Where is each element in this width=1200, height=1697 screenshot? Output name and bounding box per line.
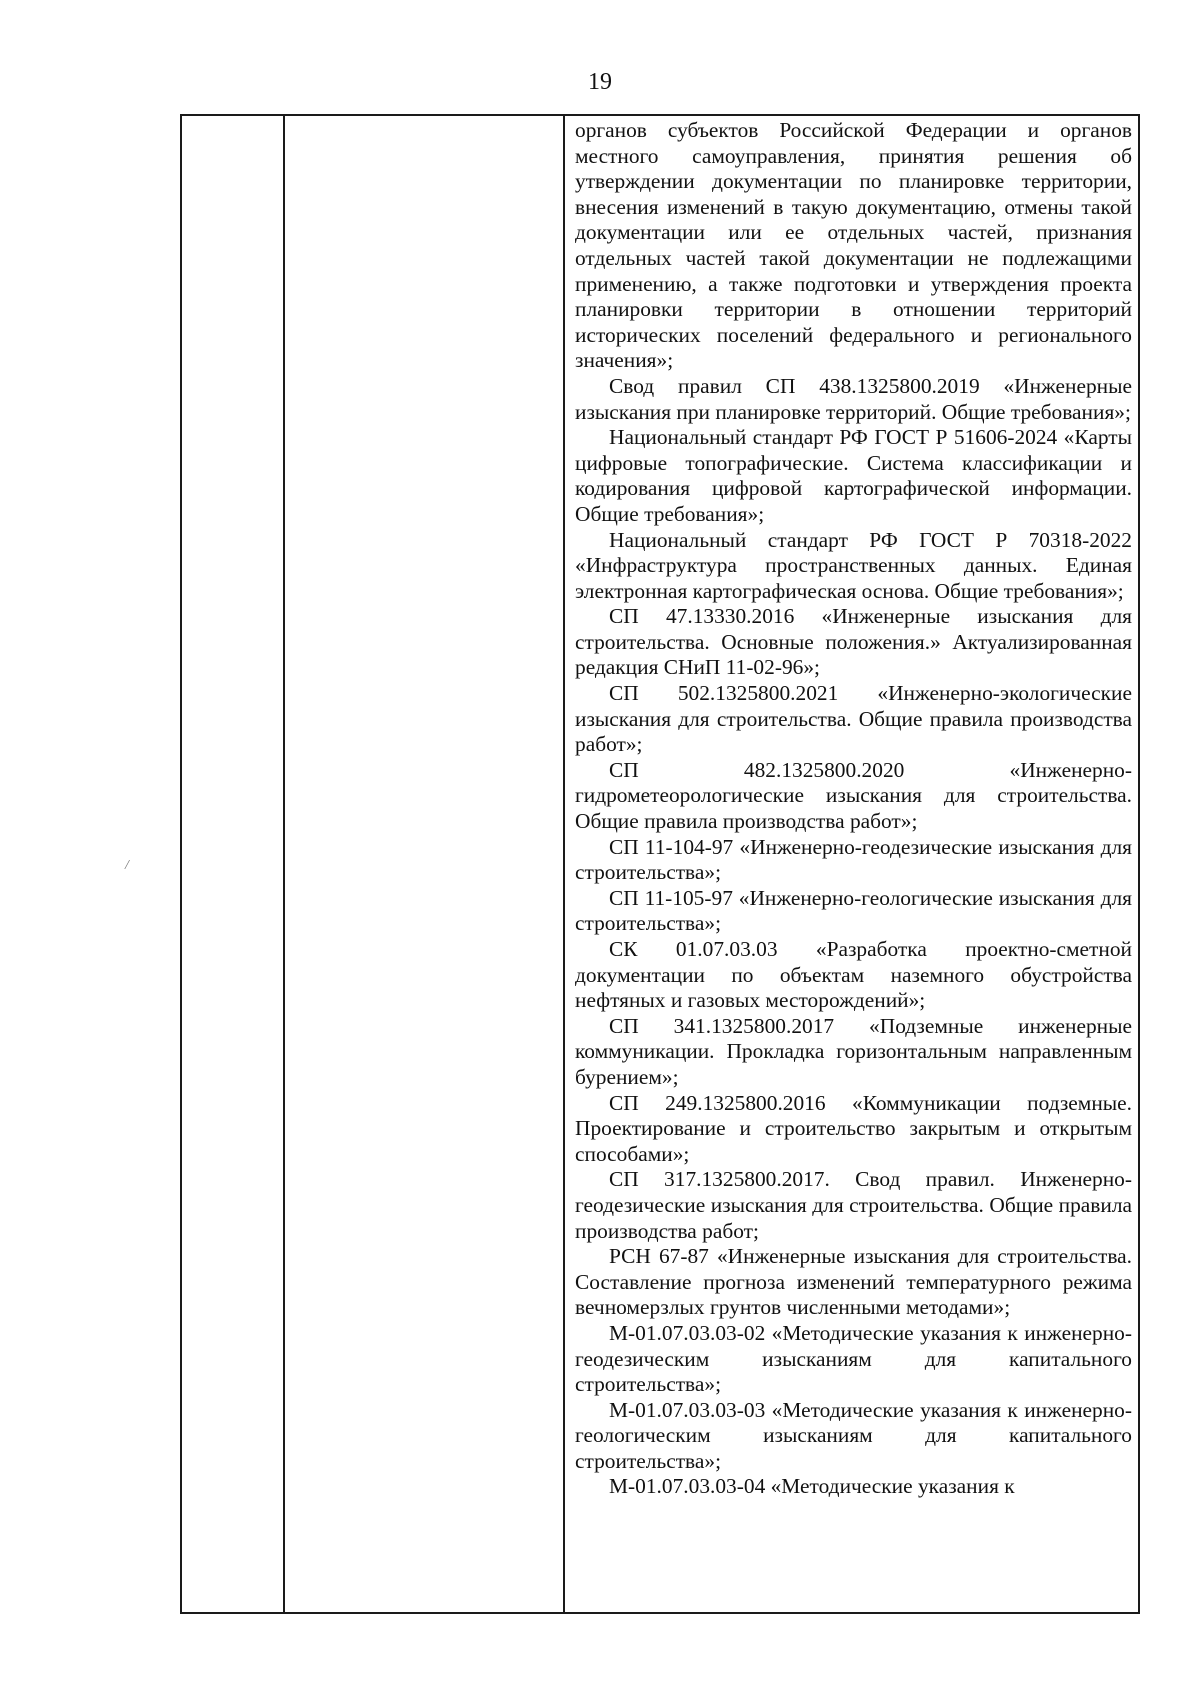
paragraph-m-01-02: М-01.07.03.03-02 «Методические указания к инженерно-геодезическим изысканиям для капитального строительства»;: [575, 1320, 1132, 1397]
paragraph-rsn-67-87: РСН 67-87 «Инженерные изыскания для строительства. Составление прогноза изменений температурного режима вечномерзлых грунтов численными методами»;: [575, 1244, 1132, 1320]
paragraph-sp-502: СП 502.1325800.2021 «Инженерно-экологические изыскания для строительства. Общие правила производства работ»;: [575, 681, 1132, 757]
paragraph-m-01-04: М-01.07.03.03-04 «Методические указания к: [609, 1474, 1015, 1499]
column-divider-1: [283, 116, 285, 1612]
paragraph-sp-47: СП 47.13330.2016 «Инженерные изыскания для строительства. Основные положения.» Актуализированная редакция СНиП 11-02-96»;: [575, 604, 1132, 680]
stray-scan-mark: /: [125, 858, 129, 873]
paragraph-sk-01-07: СК 01.07.03.03 «Разработка проектно-сметной документации по объектам наземного обустройства нефтяных и газовых месторождений»;: [575, 937, 1132, 1013]
paragraph-gost-51606: Национальный стандарт РФ ГОСТ Р 51606-2024 «Карты цифровые топографические. Система классификации и кодирования цифровой картографической информации. Общие требования»;: [575, 425, 1132, 526]
paragraph-sp-438: Свод правил СП 438.1325800.2019 «Инженерные изыскания при планировке территорий. Общие требования»;: [575, 373, 1132, 424]
paragraph-sp-249: СП 249.1325800.2016 «Коммуникации подземные. Проектирование и строительство закрытым и открытым способами»;: [575, 1090, 1132, 1166]
paragraph-m-01-03: М-01.07.03.03-03 «Методические указания к инженерно-геологическим изысканиям для капитального строительства»;: [575, 1397, 1132, 1473]
document-table: [180, 114, 1140, 1614]
column-divider-2: [563, 116, 565, 1612]
paragraph-sp-11-105: СП 11-105-97 «Инженерно-геологические изыскания для строительства»;: [575, 885, 1132, 936]
paragraph-sp-341: СП 341.1325800.2017 «Подземные инженерные коммуникации. Прокладка горизонтальным направленным бурением»;: [575, 1013, 1132, 1089]
paragraph-sp-11-104: СП 11-104-97 «Инженерно-геодезические изыскания для строительства»;: [575, 834, 1132, 885]
paragraph-sp-317: СП 317.1325800.2017. Свод правил. Инженерно-геодезические изыскания для строительства. Общие правила производства работ;: [575, 1167, 1132, 1243]
paragraph-continuation: органов субъектов Российской Федерации и органов местного самоуправления, принятия решения об утверждении документации по планировке территории, внесения изменений в такую документацию, отмены такой документации или ее отдельных частей, признания отдельных частей такой документации не подлежащими применению, а также подготовки и утверждения проекта планировки территории в отношении территорий исторических поселений федерального и регионального значения»;: [575, 118, 1132, 373]
table-text-cell: [575, 118, 1132, 1500]
page-number: 19: [588, 69, 612, 95]
paragraph-sp-482: СП 482.1325800.2020 «Инженерно-гидрометеорологические изыскания для строительства. Общие правила производства работ»;: [575, 757, 1132, 834]
paragraph-gost-70318: Национальный стандарт РФ ГОСТ Р 70318-2022 «Инфраструктура пространственных данных. Единая электронная картографическая основа. Общие требования»;: [575, 527, 1132, 603]
